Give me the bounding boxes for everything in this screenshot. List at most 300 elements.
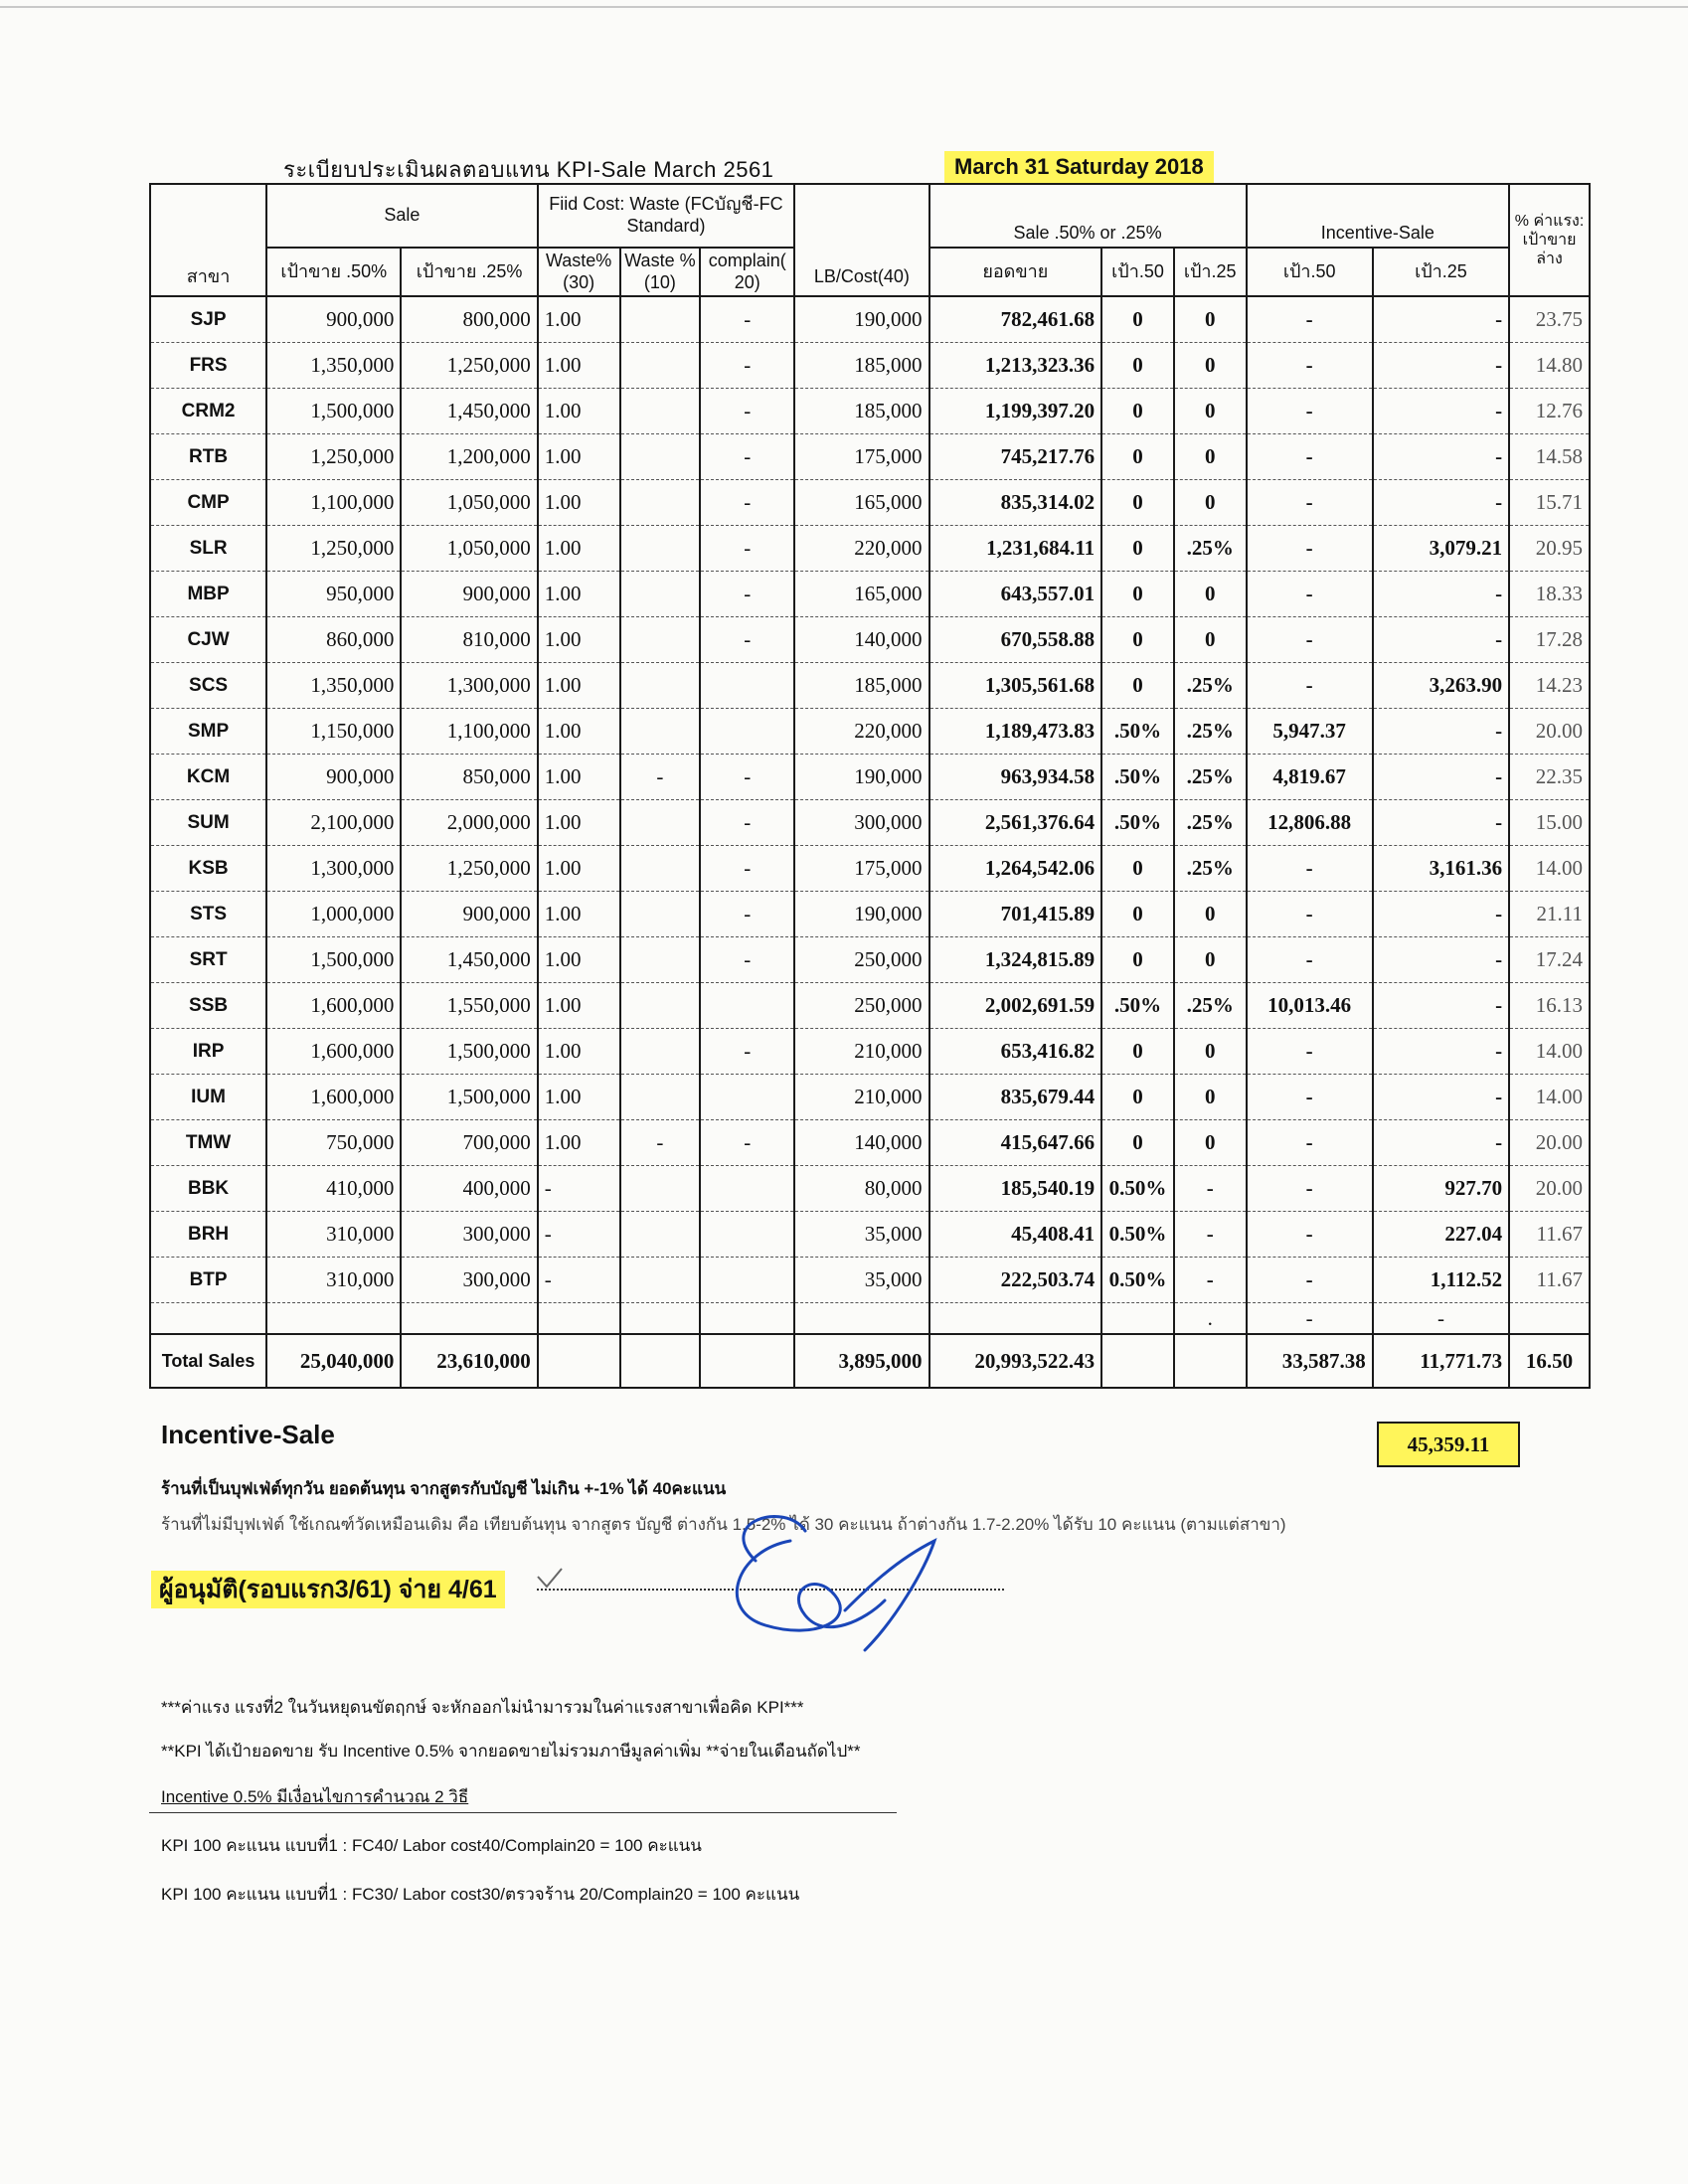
waste-30-cell: 1.00 xyxy=(538,846,620,892)
target-50-cell: 860,000 xyxy=(266,617,401,663)
branch-cell: RTB xyxy=(150,434,266,480)
complain-cell: - xyxy=(700,572,794,617)
incentive-25-cell: - xyxy=(1373,389,1509,434)
labor-pct-cell: 11.67 xyxy=(1509,1212,1590,1258)
sales-cell: 701,415.89 xyxy=(929,892,1102,937)
pao-50-cell: 0 xyxy=(1101,617,1174,663)
pao-50-cell: .50% xyxy=(1101,983,1174,1029)
labor-pct-cell: 14.23 xyxy=(1509,663,1590,709)
target-25-cell: 1,450,000 xyxy=(401,937,537,983)
target-25-cell: 850,000 xyxy=(401,755,537,800)
incentive-50-cell: - xyxy=(1247,1029,1373,1075)
target-50-cell: 750,000 xyxy=(266,1120,401,1166)
pao-25-cell: 0 xyxy=(1174,1029,1247,1075)
waste-10-cell xyxy=(620,1029,701,1075)
table-row xyxy=(150,1258,1590,1303)
waste-30-cell: 1.00 xyxy=(538,663,620,709)
incentive-25-cell: - xyxy=(1373,983,1509,1029)
document-title: ระเบียบประเมินผลตอบแทน KPI-Sale March 2561 xyxy=(283,157,774,182)
total-target-50-cell: 25,040,000 xyxy=(266,1334,401,1388)
lb-cost-cell: 185,000 xyxy=(794,343,928,389)
complain-cell: - xyxy=(700,800,794,846)
target-50-cell: 950,000 xyxy=(266,572,401,617)
incentive-25-cell: - xyxy=(1373,480,1509,526)
lb-cost-cell: 140,000 xyxy=(794,617,928,663)
target-50-cell: 1,350,000 xyxy=(266,663,401,709)
branch-cell: BRH xyxy=(150,1212,266,1258)
complain-cell: - xyxy=(700,1120,794,1166)
waste-10-cell xyxy=(620,572,701,617)
pao-25-cell: 0 xyxy=(1174,343,1247,389)
lb-cost-cell: 250,000 xyxy=(794,983,928,1029)
target-25-cell: 810,000 xyxy=(401,617,537,663)
incentive-25-cell: - xyxy=(1373,1075,1509,1120)
header-pao-25: เป้า.25 xyxy=(1174,248,1247,296)
target-25-cell: 2,000,000 xyxy=(401,800,537,846)
complain-cell: - xyxy=(700,526,794,572)
table-row xyxy=(150,296,1590,343)
waste-30-cell: 1.00 xyxy=(538,1075,620,1120)
table-row xyxy=(150,1212,1590,1258)
lb-cost-cell: 190,000 xyxy=(794,892,928,937)
branch-cell: BTP xyxy=(150,1258,266,1303)
waste-30-cell: 1.00 xyxy=(538,1120,620,1166)
pao-50-cell: 0 xyxy=(1101,343,1174,389)
incentive-50-cell: - xyxy=(1247,1212,1373,1258)
sales-cell: 222,503.74 xyxy=(929,1258,1102,1303)
waste-10-cell xyxy=(620,617,701,663)
complain-cell: - xyxy=(700,755,794,800)
labor-pct-cell: 15.00 xyxy=(1509,800,1590,846)
lb-cost-cell: 190,000 xyxy=(794,755,928,800)
incentive-25-cell: 3,161.36 xyxy=(1373,846,1509,892)
pao-50-cell: .50% xyxy=(1101,709,1174,755)
sales-cell: 2,002,691.59 xyxy=(929,983,1102,1029)
table-row xyxy=(150,572,1590,617)
table-row xyxy=(150,1075,1590,1120)
branch-cell: SJP xyxy=(150,296,266,343)
pao-50-cell: 0 xyxy=(1101,1120,1174,1166)
branch-cell: SRT xyxy=(150,937,266,983)
total-incentive-25-cell: 11,771.73 xyxy=(1373,1334,1509,1388)
incentive-50-cell: 10,013.46 xyxy=(1247,983,1373,1029)
target-50-cell: 1,100,000 xyxy=(266,480,401,526)
lb-cost-cell: 185,000 xyxy=(794,389,928,434)
target-50-cell: 2,100,000 xyxy=(266,800,401,846)
waste-30-cell: 1.00 xyxy=(538,800,620,846)
waste-30-cell: - xyxy=(538,1212,620,1258)
complain-cell xyxy=(700,1166,794,1212)
labor-pct-cell: 20.95 xyxy=(1509,526,1590,572)
sales-cell: 1,213,323.36 xyxy=(929,343,1102,389)
target-25-cell: 1,550,000 xyxy=(401,983,537,1029)
waste-10-cell xyxy=(620,343,701,389)
pao-25-cell: - xyxy=(1174,1212,1247,1258)
table-row xyxy=(150,1120,1590,1166)
pao-25-cell: 0 xyxy=(1174,434,1247,480)
header-target-50: เป้าขาย .50% xyxy=(266,248,401,296)
labor-pct-cell: 15.71 xyxy=(1509,480,1590,526)
sales-cell: 835,679.44 xyxy=(929,1075,1102,1120)
incentive-25-cell: - xyxy=(1373,937,1509,983)
kpi-sale-table xyxy=(149,183,1591,1389)
pao-25-cell: 0 xyxy=(1174,937,1247,983)
incentive-25-cell: - xyxy=(1373,617,1509,663)
incentive-50-cell: - xyxy=(1247,343,1373,389)
table-row xyxy=(150,800,1590,846)
target-25-cell: 800,000 xyxy=(401,296,537,343)
branch-cell: KCM xyxy=(150,755,266,800)
waste-30-cell: 1.00 xyxy=(538,892,620,937)
table-row xyxy=(150,755,1590,800)
complain-cell: - xyxy=(700,1029,794,1075)
header-incentive-25: เป้า.25 xyxy=(1373,248,1509,296)
sales-cell: 963,934.58 xyxy=(929,755,1102,800)
incentive-50-cell: - xyxy=(1247,1120,1373,1166)
incentive-50-cell: - xyxy=(1247,480,1373,526)
incentive-50-cell: - xyxy=(1247,389,1373,434)
incentive-25-cell: 3,079.21 xyxy=(1373,526,1509,572)
incentive-50-cell: 4,819.67 xyxy=(1247,755,1373,800)
header-incentive-group: Incentive-Sale xyxy=(1247,184,1510,248)
labor-pct-cell: 16.13 xyxy=(1509,983,1590,1029)
lb-cost-cell: 210,000 xyxy=(794,1029,928,1075)
target-50-cell: 1,150,000 xyxy=(266,709,401,755)
blank-target-50-cell xyxy=(266,1303,401,1335)
sales-cell: 1,231,684.11 xyxy=(929,526,1102,572)
labor-pct-cell: 20.00 xyxy=(1509,1166,1590,1212)
total-waste-10-cell xyxy=(620,1334,701,1388)
pao-25-cell: 0 xyxy=(1174,296,1247,343)
waste-10-cell: - xyxy=(620,1120,701,1166)
labor-pct-cell: 21.11 xyxy=(1509,892,1590,937)
target-50-cell: 1,350,000 xyxy=(266,343,401,389)
branch-cell: IRP xyxy=(150,1029,266,1075)
waste-30-cell: 1.00 xyxy=(538,296,620,343)
header-sales: ยอดขาย xyxy=(929,248,1102,296)
sales-cell: 835,314.02 xyxy=(929,480,1102,526)
lb-cost-cell: 190,000 xyxy=(794,296,928,343)
labor-pct-cell: 20.00 xyxy=(1509,709,1590,755)
branch-cell: CRM2 xyxy=(150,389,266,434)
incentive-50-cell: 5,947.37 xyxy=(1247,709,1373,755)
header-complain-20: complain( 20) xyxy=(700,248,794,296)
blank-waste-30-cell xyxy=(538,1303,620,1335)
waste-10-cell xyxy=(620,800,701,846)
pao-50-cell: 0 xyxy=(1101,892,1174,937)
header-incentive-50: เป้า.50 xyxy=(1247,248,1373,296)
complain-cell: - xyxy=(700,480,794,526)
pao-50-cell: 0 xyxy=(1101,1075,1174,1120)
table-row xyxy=(150,937,1590,983)
pao-50-cell: .50% xyxy=(1101,800,1174,846)
incentive-50-cell: - xyxy=(1247,846,1373,892)
footnote-kpi-incentive: **KPI ได้เป้ายอดขาย รับ Incentive 0.5% จากยอดขายไม่รวมภาษีมูลค่าเพิ่ม **จ่ายในเดือนถัดไป** xyxy=(161,1742,861,1761)
branch-cell: CJW xyxy=(150,617,266,663)
header-sale-group: Sale xyxy=(266,184,538,248)
target-25-cell: 900,000 xyxy=(401,572,537,617)
target-25-cell: 1,500,000 xyxy=(401,1075,537,1120)
target-50-cell: 410,000 xyxy=(266,1166,401,1212)
table-row xyxy=(150,343,1590,389)
blank-lb-cost-cell xyxy=(794,1303,928,1335)
waste-10-cell xyxy=(620,937,701,983)
lb-cost-cell: 165,000 xyxy=(794,572,928,617)
sales-cell: 745,217.76 xyxy=(929,434,1102,480)
table-row xyxy=(150,389,1590,434)
non-buffet-rule-note: ร้านที่ไม่มีบุฟเฟ่ต์ ใช้เกณฑ์วัดเหมือนเดิม คือ เทียบต้นทุน จากสูตร บัญชี ต่างกัน 1.5-2% ได้ 30 คะแนน ถ้าต่างกัน 1.7-2.20% ได้รับ 10 คะแนน (ตามแต่สาขา) xyxy=(161,1515,1286,1534)
waste-30-cell: 1.00 xyxy=(538,389,620,434)
total-pao-25-cell xyxy=(1174,1334,1247,1388)
table-row xyxy=(150,617,1590,663)
labor-pct-cell: 14.00 xyxy=(1509,846,1590,892)
lb-cost-cell: 220,000 xyxy=(794,526,928,572)
lb-cost-cell: 210,000 xyxy=(794,1075,928,1120)
target-50-cell: 900,000 xyxy=(266,755,401,800)
incentive-50-cell: 12,806.88 xyxy=(1247,800,1373,846)
target-25-cell: 1,300,000 xyxy=(401,663,537,709)
total-lb-cost-cell: 3,895,000 xyxy=(794,1334,928,1388)
labor-pct-cell: 23.75 xyxy=(1509,296,1590,343)
lb-cost-cell: 185,000 xyxy=(794,663,928,709)
branch-cell: IUM xyxy=(150,1075,266,1120)
branch-cell: SLR xyxy=(150,526,266,572)
incentive-25-cell: - xyxy=(1373,800,1509,846)
complain-cell: - xyxy=(700,846,794,892)
waste-30-cell: 1.00 xyxy=(538,709,620,755)
labor-pct-cell: 18.33 xyxy=(1509,572,1590,617)
incentive-50-cell: - xyxy=(1247,1075,1373,1120)
waste-30-cell: 1.00 xyxy=(538,755,620,800)
target-25-cell: 900,000 xyxy=(401,892,537,937)
table-row xyxy=(150,434,1590,480)
lb-cost-cell: 80,000 xyxy=(794,1166,928,1212)
table-row xyxy=(150,709,1590,755)
pao-25-cell: 0 xyxy=(1174,617,1247,663)
incentive-25-cell: 227.04 xyxy=(1373,1212,1509,1258)
blank-branch-cell xyxy=(150,1303,266,1335)
header-lb-cost: LB/Cost(40) xyxy=(794,184,928,296)
pao-25-cell: .25% xyxy=(1174,755,1247,800)
blank-waste-10-cell xyxy=(620,1303,701,1335)
table-row xyxy=(150,846,1590,892)
pao-50-cell: 0.50% xyxy=(1101,1166,1174,1212)
total-branch-cell: Total Sales xyxy=(150,1334,266,1388)
complain-cell: - xyxy=(700,343,794,389)
incentive-sale-heading: Incentive-Sale xyxy=(161,1420,335,1449)
buffet-rule-note: ร้านที่เป็นบุฟเฟ่ต์ทุกวัน ยอดต้นทุน จากสูตรกับบัญชี ไม่เกิน +-1% ได้ 40คะแนน xyxy=(161,1479,727,1498)
incentive-50-cell: - xyxy=(1247,526,1373,572)
pao-50-cell: 0 xyxy=(1101,1029,1174,1075)
target-25-cell: 300,000 xyxy=(401,1212,537,1258)
lb-cost-cell: 220,000 xyxy=(794,709,928,755)
header-labor: % ค่าแรง: เป้าขาย ล่าง xyxy=(1509,184,1590,296)
target-25-cell: 1,250,000 xyxy=(401,343,537,389)
lb-cost-cell: 300,000 xyxy=(794,800,928,846)
total-sales-cell: 20,993,522.43 xyxy=(929,1334,1102,1388)
table-row xyxy=(150,1029,1590,1075)
labor-pct-cell: 17.28 xyxy=(1509,617,1590,663)
blank-sales-cell xyxy=(929,1303,1102,1335)
waste-10-cell xyxy=(620,1212,701,1258)
complain-cell: - xyxy=(700,296,794,343)
incentive-50-cell: - xyxy=(1247,617,1373,663)
target-50-cell: 1,600,000 xyxy=(266,1029,401,1075)
labor-pct-cell: 14.58 xyxy=(1509,434,1590,480)
target-50-cell: 1,300,000 xyxy=(266,846,401,892)
sales-cell: 1,264,542.06 xyxy=(929,846,1102,892)
total-pao-50-cell xyxy=(1101,1334,1174,1388)
blank-pao-50-cell xyxy=(1101,1303,1174,1335)
sales-cell: 1,189,473.83 xyxy=(929,709,1102,755)
sales-cell: 415,647.66 xyxy=(929,1120,1102,1166)
approval-label: ผู้อนุมัติ(รอบแรก3/61) จ่าย 4/61 xyxy=(151,1571,505,1608)
header-target-25: เป้าขาย .25% xyxy=(401,248,537,296)
branch-cell: BBK xyxy=(150,1166,266,1212)
pao-50-cell: 0.50% xyxy=(1101,1212,1174,1258)
table-row xyxy=(150,663,1590,709)
target-50-cell: 1,000,000 xyxy=(266,892,401,937)
total-waste-30-cell xyxy=(538,1334,620,1388)
complain-cell xyxy=(700,1258,794,1303)
incentive-50-cell: - xyxy=(1247,434,1373,480)
lb-cost-cell: 250,000 xyxy=(794,937,928,983)
complain-cell: - xyxy=(700,937,794,983)
tick-mark-icon xyxy=(535,1567,565,1595)
waste-10-cell xyxy=(620,663,701,709)
labor-pct-cell: 14.80 xyxy=(1509,343,1590,389)
sales-cell: 1,305,561.68 xyxy=(929,663,1102,709)
lb-cost-cell: 175,000 xyxy=(794,846,928,892)
waste-10-cell xyxy=(620,983,701,1029)
pao-50-cell: 0 xyxy=(1101,480,1174,526)
sales-cell: 782,461.68 xyxy=(929,296,1102,343)
incentive-25-cell: 1,112.52 xyxy=(1373,1258,1509,1303)
target-50-cell: 310,000 xyxy=(266,1212,401,1258)
pao-50-cell: 0 xyxy=(1101,526,1174,572)
pao-50-cell: 0 xyxy=(1101,434,1174,480)
labor-pct-cell: 12.76 xyxy=(1509,389,1590,434)
incentive-25-cell: - xyxy=(1373,296,1509,343)
lb-cost-cell: 175,000 xyxy=(794,434,928,480)
totals-row xyxy=(150,1334,1590,1388)
waste-10-cell xyxy=(620,296,701,343)
pao-25-cell: 0 xyxy=(1174,892,1247,937)
complain-cell: - xyxy=(700,892,794,937)
labor-pct-cell: 14.00 xyxy=(1509,1029,1590,1075)
waste-10-cell xyxy=(620,1075,701,1120)
complain-cell: - xyxy=(700,617,794,663)
waste-10-cell xyxy=(620,892,701,937)
labor-pct-cell: 22.35 xyxy=(1509,755,1590,800)
branch-cell: SCS xyxy=(150,663,266,709)
footnote-underline xyxy=(149,1812,897,1813)
sales-cell: 185,540.19 xyxy=(929,1166,1102,1212)
target-50-cell: 1,600,000 xyxy=(266,1075,401,1120)
sales-cell: 1,324,815.89 xyxy=(929,937,1102,983)
header-pao-50: เป้า.50 xyxy=(1101,248,1174,296)
branch-cell: SMP xyxy=(150,709,266,755)
sales-cell: 45,408.41 xyxy=(929,1212,1102,1258)
incentive-50-cell: - xyxy=(1247,296,1373,343)
pao-25-cell: - xyxy=(1174,1258,1247,1303)
blank-target-25-cell xyxy=(401,1303,537,1335)
waste-30-cell: 1.00 xyxy=(538,617,620,663)
sales-cell: 1,199,397.20 xyxy=(929,389,1102,434)
incentive-25-cell: - xyxy=(1373,755,1509,800)
pao-50-cell: .50% xyxy=(1101,755,1174,800)
waste-30-cell: 1.00 xyxy=(538,526,620,572)
waste-30-cell: 1.00 xyxy=(538,572,620,617)
pao-25-cell: 0 xyxy=(1174,572,1247,617)
approver-signature xyxy=(696,1501,944,1670)
sales-cell: 643,557.01 xyxy=(929,572,1102,617)
waste-10-cell xyxy=(620,526,701,572)
target-50-cell: 310,000 xyxy=(266,1258,401,1303)
incentive-25-cell: 927.70 xyxy=(1373,1166,1509,1212)
pao-50-cell: 0 xyxy=(1101,663,1174,709)
incentive-50-cell: - xyxy=(1247,572,1373,617)
pao-25-cell: 0 xyxy=(1174,1120,1247,1166)
blank-incentive-50-cell: - xyxy=(1247,1303,1373,1335)
incentive-50-cell: - xyxy=(1247,892,1373,937)
labor-pct-cell: 11.67 xyxy=(1509,1258,1590,1303)
header-branch: สาขา xyxy=(150,184,266,296)
table-row xyxy=(150,1166,1590,1212)
total-labor-pct-cell: 16.50 xyxy=(1509,1334,1590,1388)
pao-25-cell: 0 xyxy=(1174,389,1247,434)
target-25-cell: 1,200,000 xyxy=(401,434,537,480)
incentive-25-cell: 3,263.90 xyxy=(1373,663,1509,709)
blank-pao-25-cell: . xyxy=(1174,1303,1247,1335)
incentive-total-highlight: 45,359.11 xyxy=(1377,1422,1520,1467)
total-complain-cell xyxy=(700,1334,794,1388)
waste-30-cell: 1.00 xyxy=(538,343,620,389)
pao-25-cell: .25% xyxy=(1174,526,1247,572)
waste-10-cell xyxy=(620,1258,701,1303)
waste-10-cell xyxy=(620,389,701,434)
sales-cell: 653,416.82 xyxy=(929,1029,1102,1075)
waste-30-cell: 1.00 xyxy=(538,983,620,1029)
incentive-25-cell: - xyxy=(1373,892,1509,937)
branch-cell: STS xyxy=(150,892,266,937)
complain-cell: - xyxy=(700,434,794,480)
pao-50-cell: 0 xyxy=(1101,937,1174,983)
target-25-cell: 1,050,000 xyxy=(401,526,537,572)
pao-25-cell: 0 xyxy=(1174,1075,1247,1120)
waste-30-cell: 1.00 xyxy=(538,937,620,983)
branch-cell: MBP xyxy=(150,572,266,617)
footnote-calc-methods: Incentive 0.5% มีเงื่อนไขการคำนวณ 2 วิธี xyxy=(161,1787,469,1806)
total-target-25-cell: 23,610,000 xyxy=(401,1334,537,1388)
target-50-cell: 1,250,000 xyxy=(266,434,401,480)
incentive-25-cell: - xyxy=(1373,1029,1509,1075)
pao-50-cell: 0.50% xyxy=(1101,1258,1174,1303)
pao-50-cell: 0 xyxy=(1101,572,1174,617)
lb-cost-cell: 140,000 xyxy=(794,1120,928,1166)
labor-pct-cell: 17.24 xyxy=(1509,937,1590,983)
pao-25-cell: 0 xyxy=(1174,480,1247,526)
footnote-labor: ***ค่าแรง แรงที่2 ในวันหยุดนขัตฤกษ์ จะหักออกไม่นำมารวมในค่าแรงสาขาเพื่อคิด KPI*** xyxy=(161,1698,804,1717)
incentive-50-cell: - xyxy=(1247,1258,1373,1303)
blank-row xyxy=(150,1303,1590,1335)
labor-pct-cell: 20.00 xyxy=(1509,1120,1590,1166)
complain-cell xyxy=(700,663,794,709)
target-25-cell: 300,000 xyxy=(401,1258,537,1303)
complain-cell xyxy=(700,709,794,755)
incentive-25-cell: - xyxy=(1373,709,1509,755)
header-sale-pct-group: Sale .50% or .25% xyxy=(929,184,1247,248)
